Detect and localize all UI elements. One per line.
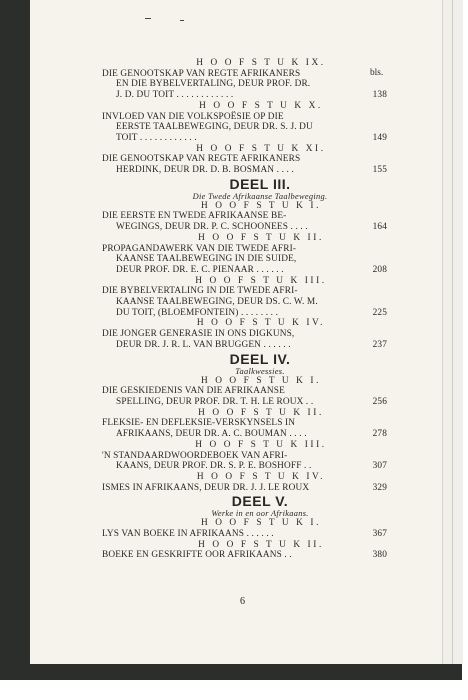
toc-page-number: 138 (372, 90, 387, 101)
speck (180, 20, 184, 21)
toc-entry (102, 286, 387, 318)
toc-entry-line: EERSTE TAALBEWEGING, DEUR DR. S. J. DU (116, 122, 313, 133)
chapter-heading: H O O F S T U K I. (200, 518, 322, 529)
toc-page-number: 149 (372, 132, 387, 143)
toc-page-number: 307 (372, 461, 387, 472)
toc-entry (102, 211, 387, 233)
toc-entry-line: KAANS, DEUR PROF. DR. S. P. E. BOSHOFF . . (116, 461, 312, 472)
chapter-heading: H O O F S T U K III. (195, 439, 327, 450)
toc-entry-line: ISMES IN AFRIKAANS, DEUR DR. J. J. LE ROUX (102, 482, 310, 493)
toc-entry-line: EN DIE BYBELVERTALING, DEUR PROF. DR. (116, 79, 311, 90)
toc-entry (102, 243, 387, 276)
chapter-heading: H O O F S T U K I. (200, 200, 322, 211)
toc-entry-line: TOIT . . . . . . . . . . . . (116, 132, 197, 143)
toc-entry (102, 111, 387, 144)
part-subtitle: Die Twede Afrikaanse Taalbeweging. (192, 191, 328, 201)
part-subtitle: Taalkwessies. (235, 366, 285, 376)
toc-entry-line: BOEKE EN GESKRIFTE OOR AFRIKAANS . . (102, 550, 292, 561)
toc-entry-line: AFRIKAANS, DEUR DR. A. C. BOUMAN . . . . (116, 429, 307, 440)
chapter-heading: H O O F S T U K I. (200, 375, 322, 386)
toc-entry-line: LYS VAN BOEKE IN AFRIKAANS . . . . . . (102, 529, 274, 540)
toc-entry-line: DU TOIT, (BLOEMFONTEIN) . . . . . . . . (116, 307, 279, 318)
toc-entry-line: SPELLING, DEUR PROF. DR. T. H. LE ROUX . . (116, 396, 314, 407)
chapter-heading: H O O F S T U K IV. (196, 471, 326, 482)
toc-entry-line: DIE EERSTE EN TWEDE AFRIKAANSE BE- (102, 211, 287, 222)
speck (145, 18, 151, 19)
part-heading: DEEL III. (229, 175, 291, 192)
toc-entry-line: DIE BYBELVERTALING IN DIE TWEDE AFRI- (102, 286, 298, 297)
part-heading: DEEL V. (231, 493, 289, 510)
toc-page-number: 237 (372, 339, 387, 350)
toc-entry-line: 'N STANDAARDWOORDEBOEK VAN AFRI- (102, 450, 288, 461)
toc-page-number: 155 (372, 165, 387, 176)
toc-page-number: 164 (372, 222, 387, 233)
table-of-contents (102, 58, 387, 561)
chapter-heading: H O O F S T U K II. (198, 407, 324, 418)
toc-entry-line: WEGINGS, DEUR DR. P. C. SCHOONEES . . . . (116, 222, 308, 233)
toc-entry (102, 154, 387, 176)
page-column-label: bls. (370, 68, 384, 78)
toc-entry-line: DIE GENOOTSKAP VAN REGTE AFRIKANERS (102, 68, 301, 79)
part-subtitle: Werke in en oor Afrikaans. (211, 509, 309, 519)
toc-entry (102, 482, 387, 494)
toc-entry-line: PROPAGANDAWERK VAN DIE TWEDE AFRI- (102, 243, 297, 254)
chapter-heading: H O O F S T U K X. (199, 100, 323, 111)
toc-entry (102, 418, 387, 440)
toc-entry-line: DEUR DR. J. R. L. VAN BRUGGEN . . . . . . (116, 339, 291, 350)
toc-entry-line: KAANSE TAALBEWEGING IN DIE SUIDE, (116, 254, 297, 265)
book-cover-bottom (0, 664, 462, 680)
toc-entry-line: J. D. DU TOIT . . . . . . . . . . . . (116, 90, 234, 101)
toc-page-number: 367 (372, 529, 387, 540)
toc-entry-line: DIE GENOOTSKAP VAN REGTE AFRIKANERS (102, 154, 301, 165)
toc-page-number: 380 (372, 550, 387, 561)
chapter-heading: H O O F S T U K XI. (196, 143, 326, 154)
book-cover-spine (0, 0, 30, 664)
toc-page-number: 278 (372, 429, 387, 440)
page-number: 6 (240, 596, 245, 607)
toc-entry (102, 550, 387, 561)
toc-entry-line: HERDINK, DEUR DR. D. B. BOSMAN . . . . (116, 165, 294, 176)
toc-page-number: 256 (372, 396, 387, 407)
toc-entry-line: FLEKSIE- EN DEFLEKSIE-VERSKYNSELS IN (102, 418, 296, 429)
toc-page-number: 208 (372, 264, 387, 275)
chapter-heading: H O O F S T U K III. (195, 275, 327, 286)
toc-entry (102, 529, 387, 540)
toc-entry-line: DIE JONGER GENERASIE IN ONS DIGKUNS, (102, 329, 295, 340)
chapter-heading: H O O F S T U K II. (198, 539, 324, 550)
chapter-heading: H O O F S T U K IV. (196, 318, 326, 329)
chapter-heading: H O O F S T U K IX. (196, 58, 326, 68)
page-edge-line (452, 0, 453, 664)
part-heading: DEEL IV. (229, 350, 291, 367)
toc-entry-line: DEUR PROF. DR. E. C. PIENAAR . . . . . . (116, 264, 284, 275)
chapter-heading: H O O F S T U K II. (198, 232, 324, 243)
toc-entry-line: DIE GESKIEDENIS VAN DIE AFRIKAANSE (102, 386, 285, 397)
toc-entry (102, 450, 387, 472)
toc-entry (102, 386, 387, 407)
toc-entry (102, 329, 387, 350)
toc-entry-line: INVLOED VAN DIE VOLKSPOËSIE OP DIE (102, 111, 284, 122)
toc-page-number: 329 (372, 482, 387, 493)
toc-page-number: 225 (372, 307, 387, 318)
toc-entry (102, 68, 387, 101)
toc-entry-line: KAANSE TAALBEWEGING, DEUR DS. C. W. M. (116, 297, 318, 308)
